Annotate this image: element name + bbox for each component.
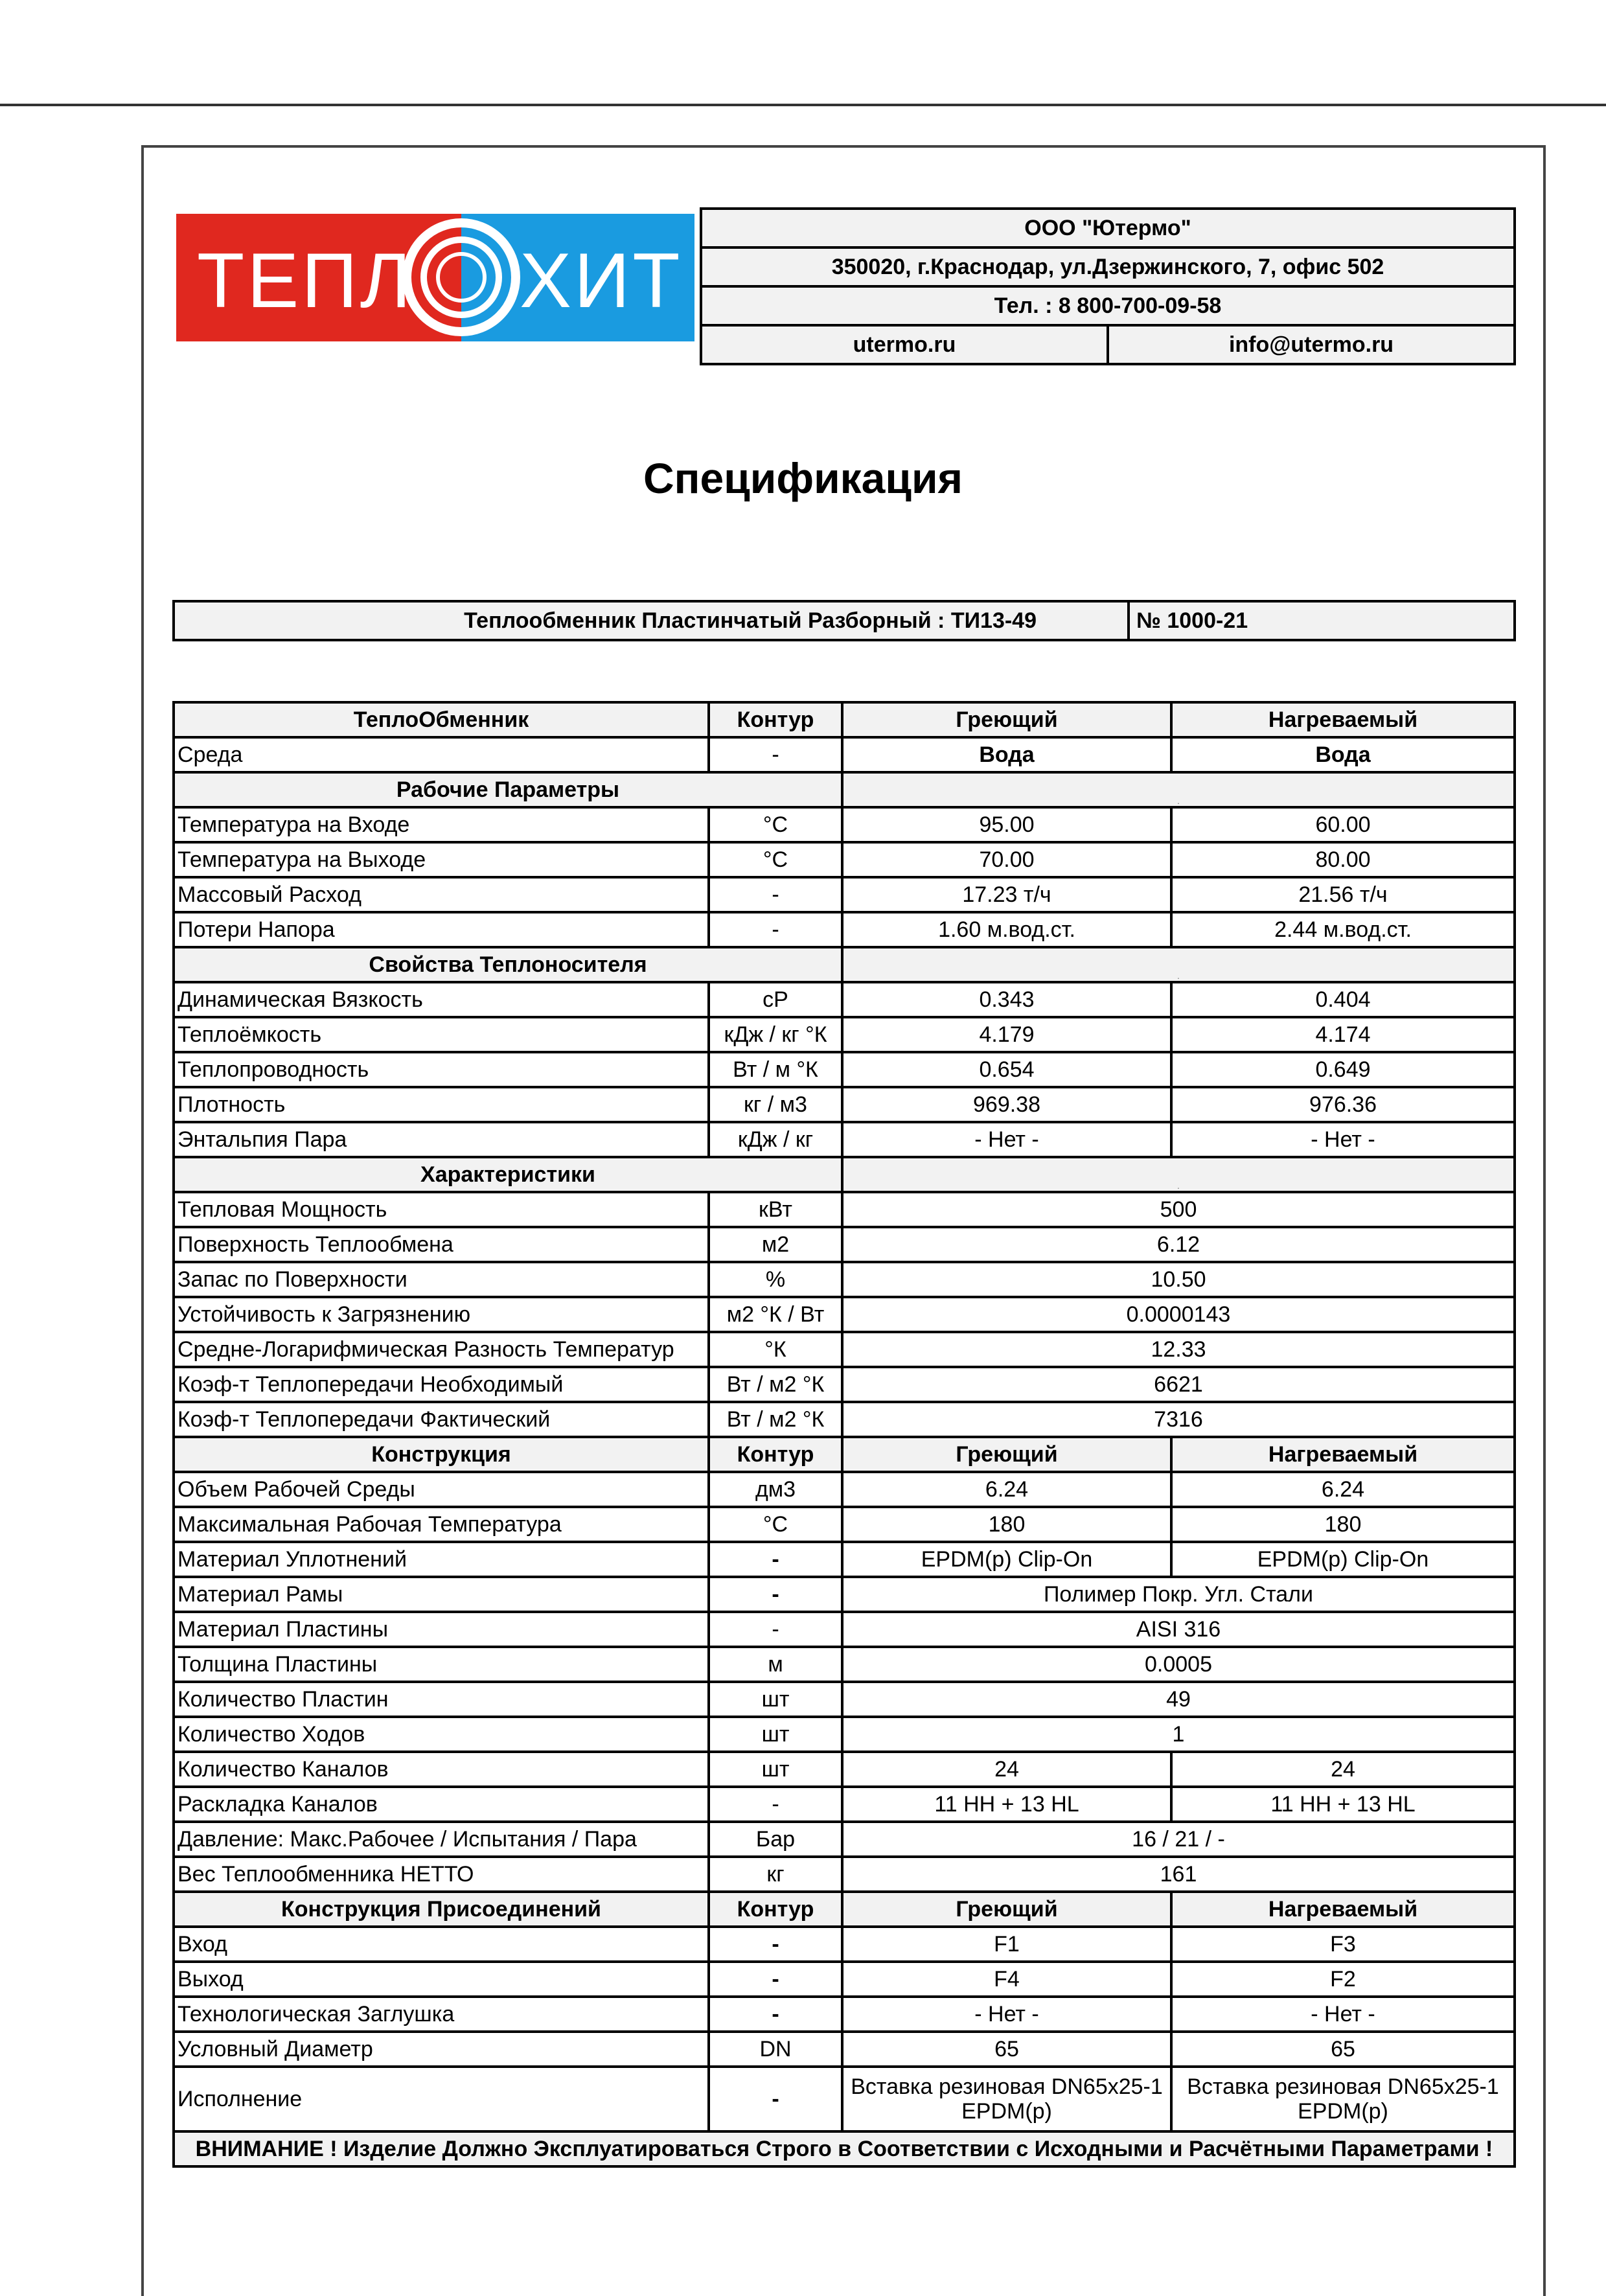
table-row [174, 1297, 1515, 1332]
row-cold-value: - Нет - [1171, 1122, 1515, 1157]
row-cold-value: 6.24 [1171, 1472, 1515, 1507]
section-title: Конструкция [174, 1437, 709, 1472]
table-row [174, 1612, 1515, 1647]
row-label: Максимальная Рабочая Температура [174, 1507, 709, 1542]
row-cold-value: 976.36 [1171, 1087, 1515, 1122]
company-site-link[interactable]: utermo.ru [701, 325, 1108, 364]
row-label: Динамическая Вязкость [174, 982, 709, 1017]
row-unit: кДж / кг [709, 1122, 842, 1157]
row-cold-value: 11 HH + 13 HL [1171, 1787, 1515, 1822]
table-row [174, 1367, 1515, 1402]
logo-flame-ring-icon [384, 214, 539, 341]
header-cold: Нагреваемый [1171, 702, 1515, 737]
table-row [174, 2067, 1515, 2131]
row-unit: кг [709, 1857, 842, 1892]
row-hot-value: EPDM(p) Clip-On [842, 1542, 1171, 1577]
row-label: Раскладка Каналов [174, 1787, 709, 1822]
row-hot-value: 95.00 [842, 807, 1171, 842]
row-unit: °С [709, 842, 842, 877]
section-blank: . [842, 772, 1515, 807]
row-label: Температура на Выходе [174, 842, 709, 877]
row-unit: - [709, 1787, 842, 1822]
row-cold-value: 80.00 [1171, 842, 1515, 877]
row-unit: м2 °К / Вт [709, 1297, 842, 1332]
row-label: Среда [174, 737, 709, 772]
row-label: Технологическая Заглушка [174, 1997, 709, 2032]
row-cold-value: Вода [1171, 737, 1515, 772]
row-label: Материал Рамы [174, 1577, 709, 1612]
row-cold-value: 24 [1171, 1752, 1515, 1787]
row-label: Поверхность Теплообмена [174, 1227, 709, 1262]
table-row [174, 877, 1515, 912]
row-unit: °С [709, 1507, 842, 1542]
row-label: Количество Ходов [174, 1717, 709, 1752]
row-hot-value: 24 [842, 1752, 1171, 1787]
row-unit: Вт / м2 °К [709, 1367, 842, 1402]
table-row [174, 1997, 1515, 2032]
table-row [174, 1332, 1515, 1367]
row-cold-value: 21.56 т/ч [1171, 877, 1515, 912]
row-shared-value: AISI 316 [842, 1612, 1515, 1647]
row-unit: cP [709, 982, 842, 1017]
row-cold-value: 180 [1171, 1507, 1515, 1542]
row-unit: кДж / кг °К [709, 1017, 842, 1052]
row-label: Вес Теплообменника НЕТТО [174, 1857, 709, 1892]
row-unit: DN [709, 2032, 842, 2067]
row-hot-value: 4.179 [842, 1017, 1171, 1052]
row-shared-value: 7316 [842, 1402, 1515, 1437]
logo-right-text: ХИТ [520, 237, 683, 324]
section-blank: . [842, 1157, 1515, 1192]
company-name: ООО "Ютермо" [701, 209, 1515, 247]
row-hot-value: 70.00 [842, 842, 1171, 877]
table-row [174, 1822, 1515, 1857]
header-contour: Контур [709, 1437, 842, 1472]
row-unit: м [709, 1647, 842, 1682]
table-row [174, 1507, 1515, 1542]
table-row [174, 1542, 1515, 1577]
table-row [174, 1402, 1515, 1437]
table-row [174, 842, 1515, 877]
row-label: Толщина Пластины [174, 1647, 709, 1682]
product-number: № 1000-21 [1129, 601, 1515, 640]
row-label: Выход [174, 1962, 709, 1997]
row-unit: - [709, 1612, 842, 1647]
row-unit: - [709, 877, 842, 912]
row-cold-value: 65 [1171, 2032, 1515, 2067]
row-hot-value: 1.60 м.вод.ст. [842, 912, 1171, 947]
header-main: ТеплоОбменник [174, 702, 709, 737]
top-rule [0, 104, 1606, 106]
row-cold-value: 60.00 [1171, 807, 1515, 842]
row-label: Тепловая Мощность [174, 1192, 709, 1227]
table-row [174, 737, 1515, 772]
header-hot: Греющий [842, 702, 1171, 737]
row-shared-value: 0.0005 [842, 1647, 1515, 1682]
row-unit: кВт [709, 1192, 842, 1227]
construction-header-row [174, 1437, 1515, 1472]
row-shared-value: 16 / 21 / - [842, 1822, 1515, 1857]
row-label: Материал Пластины [174, 1612, 709, 1647]
table-header-row [174, 702, 1515, 737]
table-row [174, 1962, 1515, 1997]
table-row [174, 1927, 1515, 1962]
row-unit: - [709, 737, 842, 772]
warning-text: ВНИМАНИЕ ! Изделие Должно Эксплуатироваться Строго в Соответствии с Исходными и Расчётными Параметрами ! [174, 2131, 1515, 2166]
table-row [174, 1122, 1515, 1157]
row-label: Плотность [174, 1087, 709, 1122]
row-label: Исполнение [174, 2067, 709, 2131]
row-hot-value: 969.38 [842, 1087, 1171, 1122]
section-blank: . [842, 947, 1515, 982]
company-logo [176, 214, 694, 341]
row-label: Теплопроводность [174, 1052, 709, 1087]
company-address: 350020, г.Краснодар, ул.Дзержинского, 7, офис 502 [701, 247, 1515, 286]
company-email-link[interactable]: info@utermo.ru [1108, 325, 1515, 364]
row-label: Запас по Поверхности [174, 1262, 709, 1297]
table-row [174, 1087, 1515, 1122]
row-shared-value: 49 [842, 1682, 1515, 1717]
table-row [174, 807, 1515, 842]
row-label: Теплоёмкость [174, 1017, 709, 1052]
row-unit: Вт / м °К [709, 1052, 842, 1087]
section-title: Рабочие Параметры [174, 772, 842, 807]
table-row [174, 1717, 1515, 1752]
row-hot-value: 11 HH + 13 HL [842, 1787, 1171, 1822]
row-label: Вход [174, 1927, 709, 1962]
row-shared-value: 12.33 [842, 1332, 1515, 1367]
row-unit: - [709, 1997, 842, 2032]
table-row [174, 1682, 1515, 1717]
section-row [174, 947, 1515, 982]
header-cold: Нагреваемый [1171, 1437, 1515, 1472]
row-hot-value: Вода [842, 737, 1171, 772]
table-row [174, 1052, 1515, 1087]
row-label: Энтальпия Пара [174, 1122, 709, 1157]
section-row [174, 1157, 1515, 1192]
row-cold-value: Вставка резиновая DN65x25-1 EPDM(p) [1171, 2067, 1515, 2131]
row-shared-value: 6621 [842, 1367, 1515, 1402]
row-unit: - [709, 1927, 842, 1962]
company-info-table [700, 207, 1516, 365]
row-unit: - [709, 2067, 842, 2131]
table-row [174, 1857, 1515, 1892]
header-cold: Нагреваемый [1171, 1892, 1515, 1927]
row-unit: - [709, 1962, 842, 1997]
row-unit: дм3 [709, 1472, 842, 1507]
table-row [174, 1472, 1515, 1507]
table-row [174, 2032, 1515, 2067]
row-shared-value: 6.12 [842, 1227, 1515, 1262]
row-hot-value: F1 [842, 1927, 1171, 1962]
row-hot-value: 65 [842, 2032, 1171, 2067]
row-hot-value: 0.654 [842, 1052, 1171, 1087]
section-title: Свойства Теплоносителя [174, 947, 842, 982]
header-hot: Греющий [842, 1892, 1171, 1927]
row-unit: Бар [709, 1822, 842, 1857]
row-cold-value: 0.649 [1171, 1052, 1515, 1087]
row-shared-value: 0.0000143 [842, 1297, 1515, 1332]
row-unit: - [709, 912, 842, 947]
row-label: Давление: Макс.Рабочее / Испытания / Пара [174, 1822, 709, 1857]
row-cold-value: 4.174 [1171, 1017, 1515, 1052]
row-unit: шт [709, 1717, 842, 1752]
table-row [174, 912, 1515, 947]
row-cold-value: F2 [1171, 1962, 1515, 1997]
logo-left-text: ТЕПЛ [197, 237, 414, 324]
row-shared-value: 10.50 [842, 1262, 1515, 1297]
row-label: Количество Пластин [174, 1682, 709, 1717]
warning-row [174, 2131, 1515, 2166]
row-hot-value: 0.343 [842, 982, 1171, 1017]
row-unit: °С [709, 807, 842, 842]
row-cold-value: F3 [1171, 1927, 1515, 1962]
table-row [174, 1787, 1515, 1822]
row-shared-value: 500 [842, 1192, 1515, 1227]
row-hot-value: - Нет - [842, 1122, 1171, 1157]
row-cold-value: EPDM(p) Clip-On [1171, 1542, 1515, 1577]
row-unit: % [709, 1262, 842, 1297]
header-contour: Контур [709, 702, 842, 737]
row-label: Коэф-т Теплопередачи Необходимый [174, 1367, 709, 1402]
connections-header-row [174, 1892, 1515, 1927]
row-label: Объем Рабочей Среды [174, 1472, 709, 1507]
row-unit: - [709, 1542, 842, 1577]
company-phone: Тел. : 8 800-700-09-58 [701, 286, 1515, 325]
section-title: Характеристики [174, 1157, 842, 1192]
row-label: Потери Напора [174, 912, 709, 947]
row-label: Температура на Входе [174, 807, 709, 842]
row-hot-value: 6.24 [842, 1472, 1171, 1507]
row-label: Массовый Расход [174, 877, 709, 912]
row-unit: м2 [709, 1227, 842, 1262]
row-hot-value: - Нет - [842, 1997, 1171, 2032]
row-label: Материал Уплотнений [174, 1542, 709, 1577]
header-hot: Греющий [842, 1437, 1171, 1472]
row-shared-value: Полимер Покр. Угл. Стали [842, 1577, 1515, 1612]
row-hot-value: Вставка резиновая DN65x25-1 EPDM(p) [842, 2067, 1171, 2131]
table-row [174, 1192, 1515, 1227]
row-hot-value: 180 [842, 1507, 1171, 1542]
page-title: Спецификация [643, 454, 963, 502]
table-row [174, 1647, 1515, 1682]
row-cold-value: - Нет - [1171, 1997, 1515, 2032]
table-row [174, 1752, 1515, 1787]
row-label: Количество Каналов [174, 1752, 709, 1787]
row-unit: Вт / м2 °К [709, 1402, 842, 1437]
row-hot-value: 17.23 т/ч [842, 877, 1171, 912]
product-header-table [172, 600, 1516, 641]
table-row [174, 1017, 1515, 1052]
row-hot-value: F4 [842, 1962, 1171, 1997]
section-title: Конструкция Присоединений [174, 1892, 709, 1927]
table-row [174, 1577, 1515, 1612]
table-row [174, 982, 1515, 1017]
product-name: Теплообменник Пластинчатый Разборный : ТИ13-49 [174, 601, 1129, 640]
row-unit: шт [709, 1682, 842, 1717]
specification-table [172, 701, 1516, 2168]
table-row [174, 1227, 1515, 1262]
row-unit: - [709, 1577, 842, 1612]
row-label: Условный Диаметр [174, 2032, 709, 2067]
table-row [174, 1262, 1515, 1297]
row-label: Устойчивость к Загрязнению [174, 1297, 709, 1332]
section-row [174, 772, 1515, 807]
row-cold-value: 2.44 м.вод.ст. [1171, 912, 1515, 947]
row-label: Коэф-т Теплопередачи Фактический [174, 1402, 709, 1437]
row-unit: шт [709, 1752, 842, 1787]
row-label: Средне-Логарифмическая Разность Температур [174, 1332, 709, 1367]
header-contour: Контур [709, 1892, 842, 1927]
row-unit: °К [709, 1332, 842, 1367]
row-shared-value: 1 [842, 1717, 1515, 1752]
row-cold-value: 0.404 [1171, 982, 1515, 1017]
row-unit: кг / м3 [709, 1087, 842, 1122]
row-shared-value: 161 [842, 1857, 1515, 1892]
